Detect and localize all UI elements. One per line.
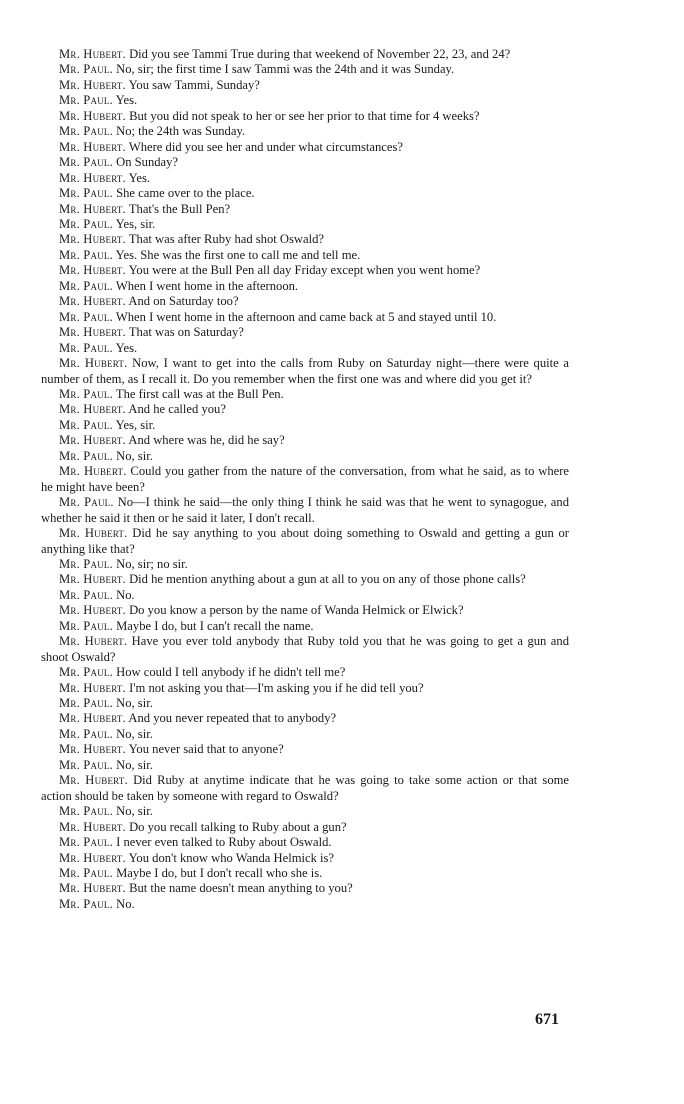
speaker-label: Mr. Hubert. xyxy=(59,139,126,154)
speaker-label: Mr. Hubert. xyxy=(59,402,126,417)
transcript-entry xyxy=(41,433,569,448)
speech-text: Yes. She was the first one to call me and tell me. xyxy=(115,247,361,262)
transcript-entry xyxy=(41,78,569,93)
page-number: 671 xyxy=(535,1011,559,1028)
speech-text: Yes, sir. xyxy=(115,417,156,432)
speaker-label: Mr. Paul. xyxy=(59,665,113,680)
speaker-label: Mr. Paul. xyxy=(59,448,113,463)
speaker-label: Mr. Hubert. xyxy=(59,356,128,371)
speech-text: That was after Ruby had shot Oswald? xyxy=(128,232,324,247)
speech-text: Did Ruby at anytime indicate that he was going to take some action or that some action should be taken by someone with regard to Oswald? xyxy=(41,773,570,803)
speaker-label: Mr. Hubert. xyxy=(59,232,126,247)
speech-text: No, sir; no sir. xyxy=(116,556,188,571)
speaker-label: Mr. Hubert. xyxy=(59,526,128,541)
transcript-entry xyxy=(41,727,569,742)
speech-text: No, sir. xyxy=(116,757,153,772)
speaker-label: Mr. Paul. xyxy=(59,340,113,355)
transcript-entry xyxy=(41,758,569,773)
speech-text: Now, I want to get into the calls from Ruby on Saturday night—there were quite a number of them, as I recall it. Do you remember when the first one was and where did you get it? xyxy=(41,356,570,386)
transcript-entry xyxy=(41,804,569,819)
speaker-label: Mr. Hubert. xyxy=(59,572,126,587)
speech-text: You don't know who Wanda Helmick is? xyxy=(128,850,335,865)
speech-text: No, sir; the first time I saw Tammi was the 24th and it was Sunday. xyxy=(116,62,455,77)
speaker-label: Mr. Hubert. xyxy=(59,634,128,649)
transcript-entry xyxy=(41,866,569,881)
speaker-label: Mr. Paul. xyxy=(59,417,113,432)
speaker-label: Mr. Hubert. xyxy=(59,263,126,278)
speaker-label: Mr. Paul. xyxy=(59,757,113,772)
speaker-label: Mr. Paul. xyxy=(59,124,113,139)
speech-text: And where was he, did he say? xyxy=(128,433,285,448)
transcript-entry xyxy=(41,62,569,77)
speaker-label: Mr. Paul. xyxy=(59,247,113,262)
speech-text: The first call was at the Bull Pen. xyxy=(115,386,284,401)
transcript-entry xyxy=(41,279,569,294)
speaker-label: Mr. Hubert. xyxy=(59,773,128,788)
transcript-entry xyxy=(41,665,569,680)
transcript-entry xyxy=(41,526,569,557)
speech-text: No, sir. xyxy=(116,804,153,819)
speaker-label: Mr. Paul. xyxy=(59,62,113,77)
transcript-entry xyxy=(41,93,569,108)
speech-text: On Sunday? xyxy=(116,155,179,170)
speech-text: When I went home in the afternoon and came back at 5 and stayed until 10. xyxy=(115,309,497,324)
speech-text: Did you see Tammi True during that weekend of November 22, 23, and 24? xyxy=(129,47,511,61)
speaker-label: Mr. Hubert. xyxy=(59,294,126,309)
transcript-entry xyxy=(41,851,569,866)
speaker-label: Mr. Hubert. xyxy=(59,742,126,757)
speaker-label: Mr. Hubert. xyxy=(59,881,126,896)
transcript-entry xyxy=(41,634,569,665)
transcript-entry xyxy=(41,711,569,726)
speaker-label: Mr. Paul. xyxy=(59,726,113,741)
speech-text: Yes. xyxy=(128,170,151,185)
transcript-entry xyxy=(41,588,569,603)
speech-text: No, sir. xyxy=(116,726,153,741)
transcript-entry xyxy=(41,464,569,495)
transcript-entry xyxy=(41,310,569,325)
transcript-entry xyxy=(41,449,569,464)
speech-text: Did he mention anything about a gun at all to you on any of those phone calls? xyxy=(129,572,526,587)
transcript-body xyxy=(41,47,569,912)
speech-text: Maybe I do, but I can't recall the name. xyxy=(116,618,314,633)
speech-text: Could you gather from the nature of the conversation, from what he said, as to where he might have been? xyxy=(41,464,569,494)
speech-text: And you never repeated that to anybody? xyxy=(128,711,337,726)
speech-text: I'm not asking you that—I'm asking you if he did tell you? xyxy=(129,680,424,695)
speaker-label: Mr. Paul. xyxy=(59,618,113,633)
transcript-entry xyxy=(41,820,569,835)
transcript-entry xyxy=(41,495,569,526)
transcript-entry xyxy=(41,603,569,618)
speaker-label: Mr. Paul. xyxy=(59,556,113,571)
speech-text: Yes, sir. xyxy=(115,216,156,231)
transcript-entry xyxy=(41,232,569,247)
transcript-entry xyxy=(41,897,569,912)
speech-text: Where did you see her and under what circumstances? xyxy=(128,139,403,154)
speaker-label: Mr. Paul. xyxy=(59,696,113,711)
transcript-entry xyxy=(41,742,569,757)
transcript-entry xyxy=(41,186,569,201)
speech-text: Have you ever told anybody that Ruby told you that he was going to get a gun and shoot Oswald? xyxy=(41,634,569,664)
transcript-entry xyxy=(41,696,569,711)
speaker-label: Mr. Paul. xyxy=(59,866,113,881)
speech-text: Yes. xyxy=(115,93,138,108)
speaker-label: Mr. Paul. xyxy=(59,896,113,911)
speaker-label: Mr. Hubert. xyxy=(59,819,126,834)
transcript-entry xyxy=(41,248,569,263)
transcript-entry xyxy=(41,325,569,340)
speaker-label: Mr. Paul. xyxy=(59,216,113,231)
speaker-label: Mr. Paul. xyxy=(59,495,114,510)
transcript-entry xyxy=(41,835,569,850)
transcript-entry xyxy=(41,773,569,804)
speech-text: And on Saturday too? xyxy=(128,294,239,309)
transcript-entry xyxy=(41,681,569,696)
speaker-label: Mr. Paul. xyxy=(59,587,113,602)
speech-text: No. xyxy=(116,896,135,911)
speaker-label: Mr. Hubert. xyxy=(59,464,127,479)
transcript-entry xyxy=(41,557,569,572)
transcript-entry xyxy=(41,202,569,217)
transcript-entry xyxy=(41,124,569,139)
speech-text: I never even talked to Ruby about Oswald. xyxy=(116,835,332,850)
speech-text: When I went home in the afternoon. xyxy=(115,278,299,293)
speaker-label: Mr. Hubert. xyxy=(59,108,126,123)
speech-text: Do you recall talking to Ruby about a gun? xyxy=(129,819,347,834)
transcript-entry xyxy=(41,356,569,387)
transcript-entry xyxy=(41,418,569,433)
speaker-label: Mr. Hubert. xyxy=(59,77,126,92)
speech-text: And he called you? xyxy=(128,402,226,417)
transcript-entry xyxy=(41,881,569,896)
transcript-entry xyxy=(41,294,569,309)
speaker-label: Mr. Hubert. xyxy=(59,850,126,865)
transcript-entry xyxy=(41,47,569,62)
transcript-entry xyxy=(41,217,569,232)
speaker-label: Mr. Hubert. xyxy=(59,603,126,618)
transcript-entry xyxy=(41,402,569,417)
speaker-label: Mr. Hubert. xyxy=(59,433,126,448)
speaker-label: Mr. Hubert. xyxy=(59,325,126,340)
speech-text: That was on Saturday? xyxy=(128,325,244,340)
transcript-entry xyxy=(41,341,569,356)
speaker-label: Mr. Paul. xyxy=(59,278,113,293)
transcript-entry xyxy=(41,171,569,186)
transcript-entry xyxy=(41,572,569,587)
speech-text: But you did not speak to her or see her prior to that time for 4 weeks? xyxy=(129,108,480,123)
speech-text: But the name doesn't mean anything to you? xyxy=(129,881,353,896)
speaker-label: Mr. Hubert. xyxy=(59,711,126,726)
transcript-entry xyxy=(41,387,569,402)
speech-text: No. xyxy=(116,587,135,602)
speaker-label: Mr. Paul. xyxy=(59,386,113,401)
speech-text: No—I think he said—the only thing I think he said was that he went to synagogue, and whether he said it then or he said it later, I don't recall. xyxy=(41,495,569,525)
transcript-entry xyxy=(41,263,569,278)
speaker-label: Mr. Paul. xyxy=(59,155,113,170)
transcript-entry xyxy=(41,140,569,155)
speech-text: You saw Tammi, Sunday? xyxy=(128,77,260,92)
speech-text: Yes. xyxy=(115,340,138,355)
speaker-label: Mr. Hubert. xyxy=(59,201,126,216)
speech-text: How could I tell anybody if he didn't tell me? xyxy=(116,665,346,680)
speaker-label: Mr. Paul. xyxy=(59,93,113,108)
speech-text: No, sir. xyxy=(116,696,153,711)
speech-text: You never said that to anyone? xyxy=(128,742,284,757)
speaker-label: Mr. Paul. xyxy=(59,309,113,324)
transcript-entry xyxy=(41,619,569,634)
speech-text: Did he say anything to you about doing something to Oswald and getting a gun or anything like that? xyxy=(41,526,569,556)
speech-text: No; the 24th was Sunday. xyxy=(116,124,246,139)
speaker-label: Mr. Hubert. xyxy=(59,170,126,185)
speaker-label: Mr. Paul. xyxy=(59,186,113,201)
speaker-label: Mr. Hubert. xyxy=(59,47,126,61)
speaker-label: Mr. Paul. xyxy=(59,804,113,819)
speech-text: That's the Bull Pen? xyxy=(128,201,231,216)
speech-text: Do you know a person by the name of Wanda Helmick or Elwick? xyxy=(129,603,464,618)
speech-text: No, sir. xyxy=(116,448,153,463)
speaker-label: Mr. Paul. xyxy=(59,835,113,850)
speaker-label: Mr. Hubert. xyxy=(59,680,126,695)
speech-text: You were at the Bull Pen all day Friday except when you went home? xyxy=(128,263,481,278)
transcript-entry xyxy=(41,155,569,170)
speech-text: She came over to the place. xyxy=(116,186,255,201)
speech-text: Maybe I do, but I don't recall who she is. xyxy=(116,866,323,881)
transcript-entry xyxy=(41,109,569,124)
